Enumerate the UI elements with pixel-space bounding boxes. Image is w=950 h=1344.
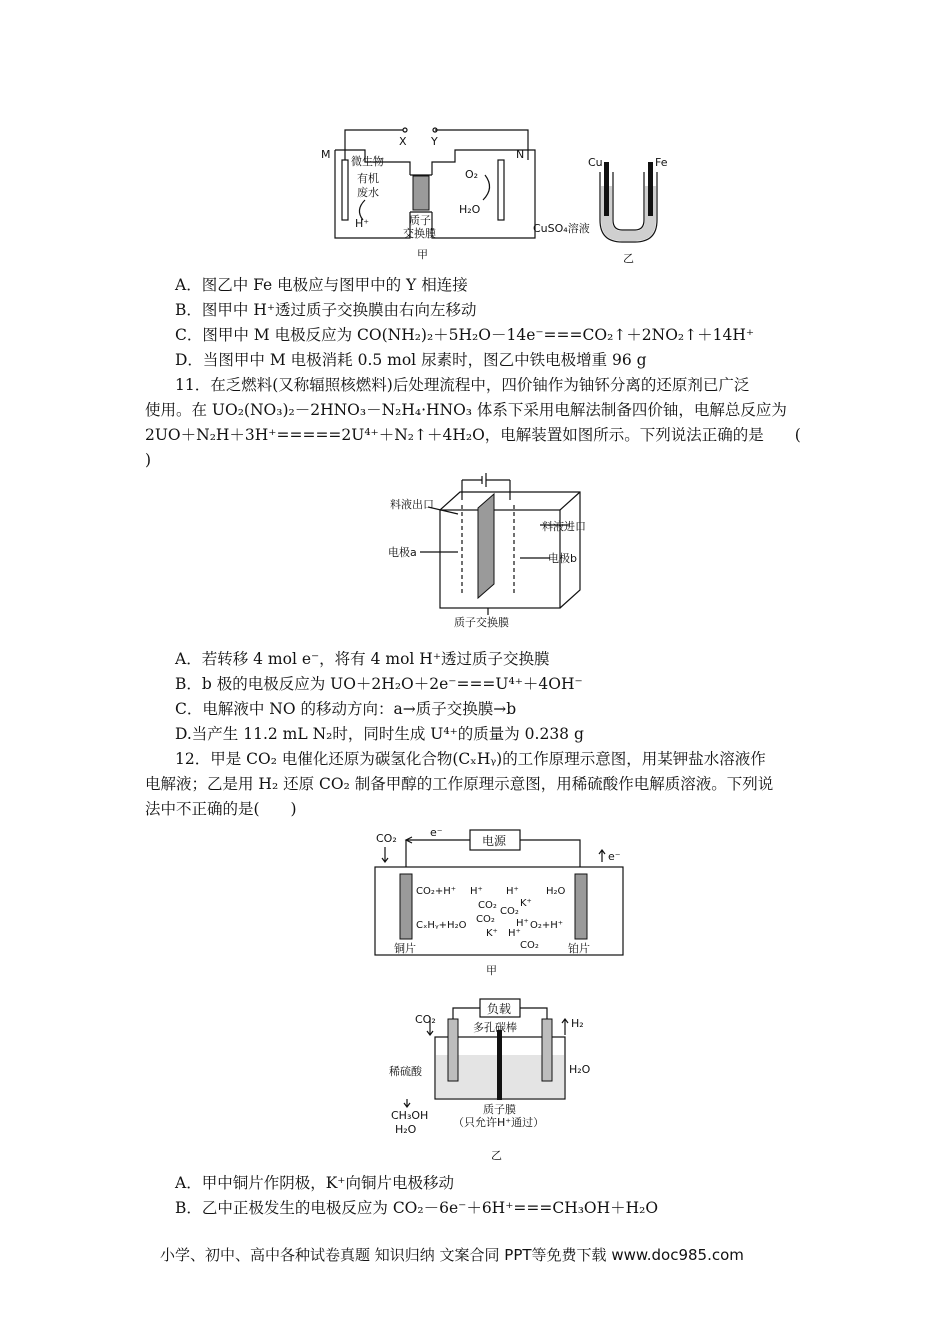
label-h2: H₂ [571,1017,584,1030]
label-hplus: H⁺ [355,217,370,230]
label-e-left: e⁻ [430,826,443,839]
ion-7: H⁺ [516,918,529,929]
q11-stem-1: 11．在乏燃料(又称辐照核燃料)后处理流程中，四价铀作为铀钚分离的还原剂已广泛 [175,376,750,394]
q10-option-c: C．图甲中 M 电极反应为 CO(NH₂)₂＋5H₂O－14e⁻===CO₂↑＋2NO₂↑＋14H⁺ [175,326,755,344]
q11-stem-2: 使用。在 UO₂(NO₃)₂－2HNO₃－N₂H₄·HNO₃ 体系下采用电解法制备四价铀，电解总反应为 [145,401,787,419]
q11-option-a: A．若转移 4 mol e⁻，将有 4 mol H⁺透过质子交换膜 [175,650,550,668]
label-h2o-yi: H₂O [569,1063,591,1076]
ion-1: H⁺ [470,886,483,897]
q12-stem-2: 电解液；乙是用 H₂ 还原 CO₂ 制备甲醇的工作原理示意图，用稀硫酸作电解质溶液。下列说 [145,775,774,793]
q11-stem-3: 2UO＋N₂H＋3H⁺=====2U⁴⁺＋N₂↑＋4H₂O，电解装置如图所示。下列说法正确的是 ( [145,426,801,444]
label-membrane-2: 交换膜 [403,227,436,240]
ion-5: CO₂ [476,914,495,925]
q10-option-b: B．图甲中 H⁺透过质子交换膜由右向左移动 [175,301,477,319]
ion-4: CO₂ [478,900,497,911]
label-h2o-right: H₂O [546,886,566,897]
q12-stem-1: 12．甲是 CO₂ 电催化还原为碳氢化合物(CₓHᵧ)的工作原理示意图，用某钾盐水溶液作 [175,750,766,768]
ion-6: CO₂ [500,906,519,917]
label-o2: O₂ [465,168,479,181]
caption-yi-2: 乙 [491,1149,502,1162]
label-proton-membrane-1: 质子膜 [483,1103,516,1116]
label-co2h: CO₂+H⁺ [416,886,457,897]
q11-option-d: D.当产生 11.2 mL N₂时，同时生成 U⁴⁺的质量为 0.238 g [175,725,584,743]
label-e-right: e⁻ [608,850,621,863]
label-platinum: 铂片 [568,942,590,955]
q11-option-c: C．电解液中 NO 的移动方向：a→质子交换膜→b [175,700,517,718]
label-power: 电源 [482,834,507,848]
figure-methanol-cell [385,995,615,1165]
label-load: 负载 [487,1002,512,1016]
label-inlet: 料液进口 [542,520,586,533]
label-ch3oh: CH₃OH [391,1109,429,1122]
caption-jia: 甲 [417,248,428,261]
ion-10: CO₂ [520,940,539,951]
q11-option-b: B．b 极的电极反应为 UO＋2H₂O＋2e⁻===U⁴⁺＋4OH⁻ [175,675,583,693]
label-Y: Y [431,135,438,148]
label-h2o: H₂O [459,203,481,216]
label-proton-membrane: 质子交换膜 [454,616,509,629]
label-carbon-rod: 多孔碳棒 [473,1021,517,1034]
figure-fuel-cell [305,120,685,270]
label-copper: 铜片 [394,942,416,955]
label-electrode-b: 电极b [548,552,577,565]
ion-2: H⁺ [506,886,519,897]
ion-3: K⁺ [520,898,532,909]
ion-8: K⁺ [486,928,498,939]
ion-9: H⁺ [508,928,521,939]
label-M: M [321,148,331,161]
label-organic-2: 废水 [357,186,379,199]
page-footer: 小学、初中、高中各种试卷真题 知识归纳 文案合同 PPT等免费下载 www.doc985.com [160,1246,744,1264]
label-co2-top: CO₂ [376,832,397,845]
label-electrode-a: 电极a [388,546,417,559]
q11-stem-4: ) [145,451,152,469]
label-microbe: 微生物 [351,155,384,168]
label-outlet: 料液出口 [390,498,434,511]
caption-yi: 乙 [623,252,634,265]
label-membrane-1: 质子 [409,214,431,227]
label-h2o-bottom: H₂O [395,1123,417,1136]
label-co2-yi: CO₂ [415,1013,436,1026]
caption-jia-2: 甲 [486,964,497,977]
q12-stem-3: 法中不正确的是( ) [145,800,297,818]
q12-option-a: A．甲中铜片作阴极，K⁺向铜片电极移动 [175,1174,454,1192]
label-acid: 稀硫酸 [389,1065,422,1078]
label-o2h: O₂+H⁺ [530,920,564,931]
label-cu: Cu [588,156,603,169]
label-cxhy: CₓHᵧ+H₂O [416,920,467,931]
q10-option-a: A．图乙中 Fe 电极应与图甲中的 Y 相连接 [175,276,468,294]
label-cuso4: CuSO₄溶液 [533,222,590,235]
label-N: N [516,148,525,161]
q12-option-b: B．乙中正极发生的电极反应为 CO₂－6e⁻＋6H⁺===CH₃OH＋H₂O [175,1199,659,1217]
label-proton-membrane-2: （只允许H⁺通过） [453,1116,545,1129]
label-fe: Fe [655,156,668,169]
figure-electrolysis-cell [380,470,610,630]
figure-co2-reduction [370,822,630,982]
label-X: X [399,135,407,148]
q10-option-d: D．当图甲中 M 电极消耗 0.5 mol 尿素时，图乙中铁电极增重 96 g [175,351,647,369]
label-organic-1: 有机 [357,172,379,185]
